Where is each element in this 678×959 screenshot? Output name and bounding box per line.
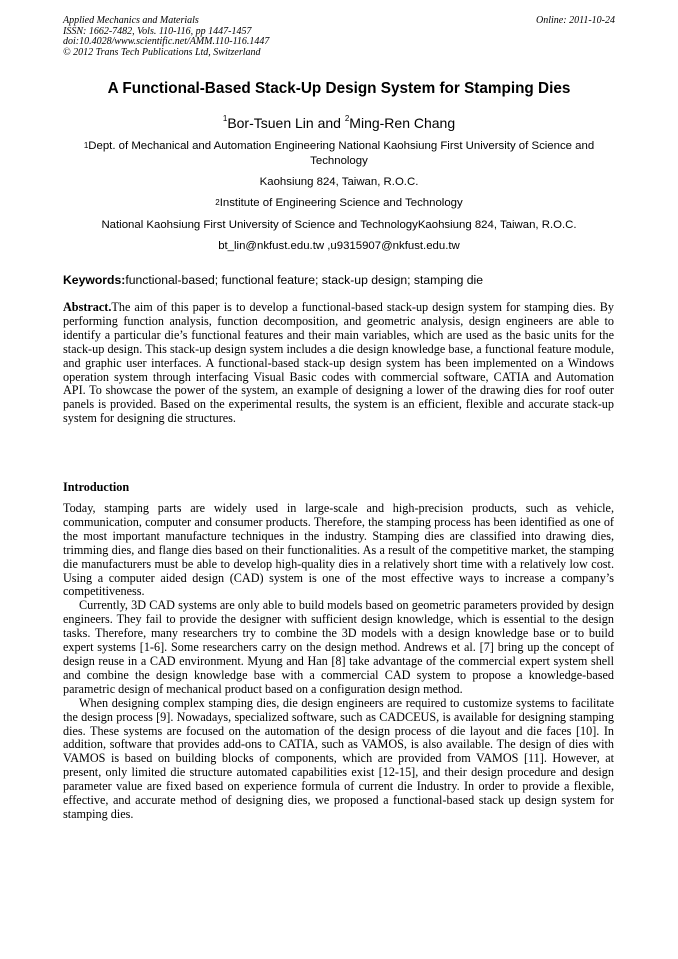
introduction-body [63,502,614,822]
intro-paragraph-3: When designing complex stamping dies, die design engineers are required to customize systems to facilitate the design process [9]. Nowadays, specialized software, such as CADCEUS, is available for designing stamping dies. These systems are focused on the automation of the design process of die layout and die faces [10]. In addition, software that provides add-ons to CATIA, such as VAMOS, is also available. The design of dies with VAMOS is based on building blocks of components, which are provided from VAMOS [11]. However, at present, only limited die structure automated capabilities exist [12-15], and their design procedure and design parameter value are fixed based on experience formula of current die Industry. In order to provide a flexible, effective, and accurate method of designing dies, we proposed a functional-based stack up design system for stamping dies. [63,695,614,821]
keywords-label: Keywords: [63,273,126,287]
aff2-sup: 2 [215,198,220,207]
author1-name: Bor-Tsuen Lin and [227,115,345,131]
affiliation-2 [63,196,615,211]
online-date: Online: 2011-10-24 [536,15,615,26]
author-emails: bt_lin@nkfust.edu.tw ,u9315907@nkfust.edu.tw [218,240,460,252]
affiliation-2-line2: National Kaohsiung First University of Science and TechnologyKaohsiung 824, Taiwan, R.O.C. [101,219,577,231]
introduction-heading: Introduction [63,480,130,494]
abstract [63,301,614,426]
affiliation-1-city: Kaohsiung 824, Taiwan, R.O.C. [259,176,419,188]
intro-paragraph-1: Today, stamping parts are widely used in large-scale and high-precision products, such as vehicle, communication, computer and consumer products. Therefore, the stamping process has been identified as one of the most important manufacture techniques in the industry. Stamping dies are classified into drawing dies, trimming dies, and flange dies based on their functionalities. As a result of the competitive market, the stamping die manufacturers must be able to develop high-quality dies in a relatively short time with a relatively low cost. Using a computer aided design (CAD) system is one of the most effective ways to increase a company’s competitiveness. [63,501,614,599]
issn-line: ISSN: 1662-7482, Vols. 110-116, pp 1447-1457 [63,25,252,37]
abstract-text: The aim of this paper is to develop a functional-based stack-up design system for stamping dies. By performing function analysis, function decomposition, and geometric analysis, design engineers are able to identify a particular die’s functional features and their main variables, which are used as the basic units for the stack-up design. This stack-up design system includes a die design knowledge base, a functional feature module, and graphic user interfaces. A functional-based stack-up design system has been implemented on a Windows operation system through interfacing Visual Basic codes with commercial software, CATIA and Automation API. To showcase the power of the system, an example of designing a lower of the drawing dies for roof outer panels is provided. Based on the experimental results, the system is an efficient, flexible and accurate stack-up system for designing die structures. [63,300,614,426]
keywords [63,273,623,287]
aff1-sup: 1 [83,141,89,150]
author-line [0,115,678,131]
aff2-text: Institute of Engineering Science and Technology [219,197,463,209]
keywords-text: functional-based; functional feature; stack-up design; stamping die [125,273,484,287]
doi-line: doi:10.4028/www.scientific.net/AMM.110-116.1447 [63,36,270,48]
copyright-line: © 2012 Trans Tech Publications Ltd, Switzerland [63,46,261,58]
journal-header [63,16,615,58]
author1-sup: 1 [222,114,228,123]
abstract-label: Abstract. [63,300,112,314]
intro-paragraph-2: Currently, 3D CAD systems are only able to build models based on geometric parameters provided by design engineers. They fail to provide the designer with sufficient design knowledge, which is essential to the design tasks. Therefore, many researchers try to combine the 3D models with a design knowledge base or to build expert systems [1-6]. Some researchers carry on the design method. Andrews et al. [7] bring up the concept of design reuse in a CAD environment. Myung and Han [8] take advantage of the commercial expert system shell and combine the design knowledge base with a commercial CAD system to propose a knowledge-based parametric design of mechanical product based on a configuration design method. [63,598,614,696]
paper-title: A Functional-Based Stack-Up Design System for Stamping Dies [107,80,571,97]
journal-name: Applied Mechanics and Materials [63,15,199,26]
author2-sup: 2 [344,114,350,123]
affiliation-1 [63,139,615,169]
aff1-text: Dept. of Mechanical and Automation Engineering National Kaohsiung First University of Science and Technology [88,140,595,167]
author2-name: Ming-Ren Chang [349,115,456,131]
